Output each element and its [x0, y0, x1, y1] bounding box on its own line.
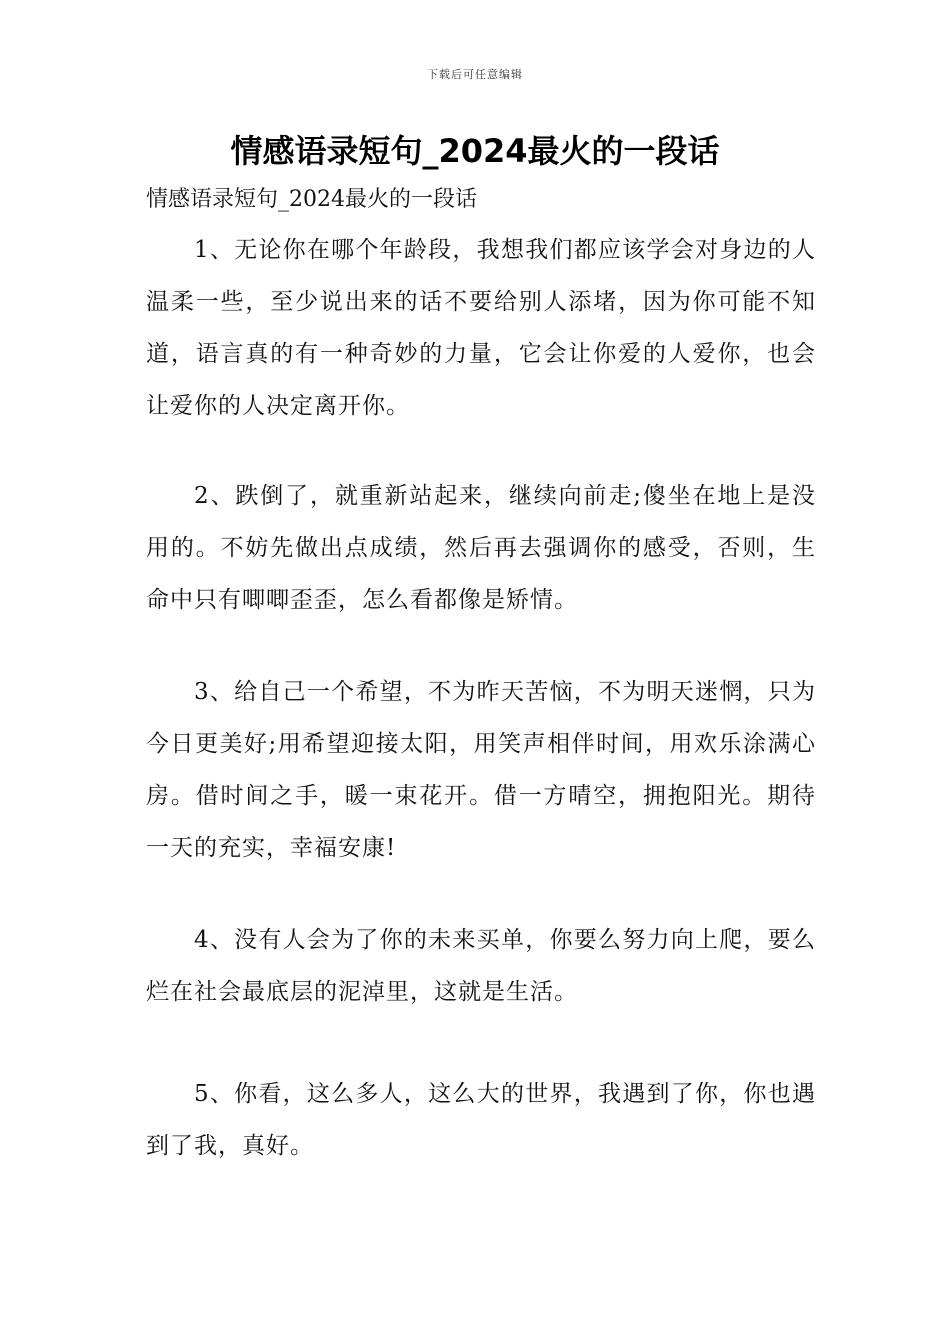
paragraph-2: 2、跌倒了，就重新站起来，继续向前走;傻坐在地上是没用的。不妨先做出点成绩，然后再去强调你的感受，否则，生命中只有唧唧歪歪，怎么看都像是矫情。 — [146, 483, 816, 613]
paragraph-5: 5、你看，这么多人，这么大的世界，我遇到了你，你也遇到了我，真好。 — [146, 1081, 816, 1159]
document-title: 情感语录短句_2024最火的一段话 — [230, 132, 720, 170]
document-subtitle: 情感语录短句_2024最火的一段话 — [146, 187, 477, 212]
paragraph-4: 4、没有人会为了你的未来买单，你要么努力向上爬，要么烂在社会最底层的泥淖里，这就是生活。 — [146, 927, 816, 1005]
paragraph-3: 3、给自己一个希望，不为昨天苦恼，不为明天迷惘，只为今日更美好;用希望迎接太阳，用笑声相伴时间，用欢乐涂满心房。借时间之手，暖一束花开。借一方晴空，拥抱阳光。期待一天的充实，幸福安康! — [146, 679, 816, 861]
header-note: 下载后可任意编辑 — [427, 68, 523, 81]
paragraph-1: 1、无论你在哪个年龄段，我想我们都应该学会对身边的人温柔一些，至少说出来的话不要给别人添堵，因为你可能不知道，语言真的有一种奇妙的力量，它会让你爱的人爱你，也会让爱你的人决定离开你。 — [146, 237, 816, 419]
